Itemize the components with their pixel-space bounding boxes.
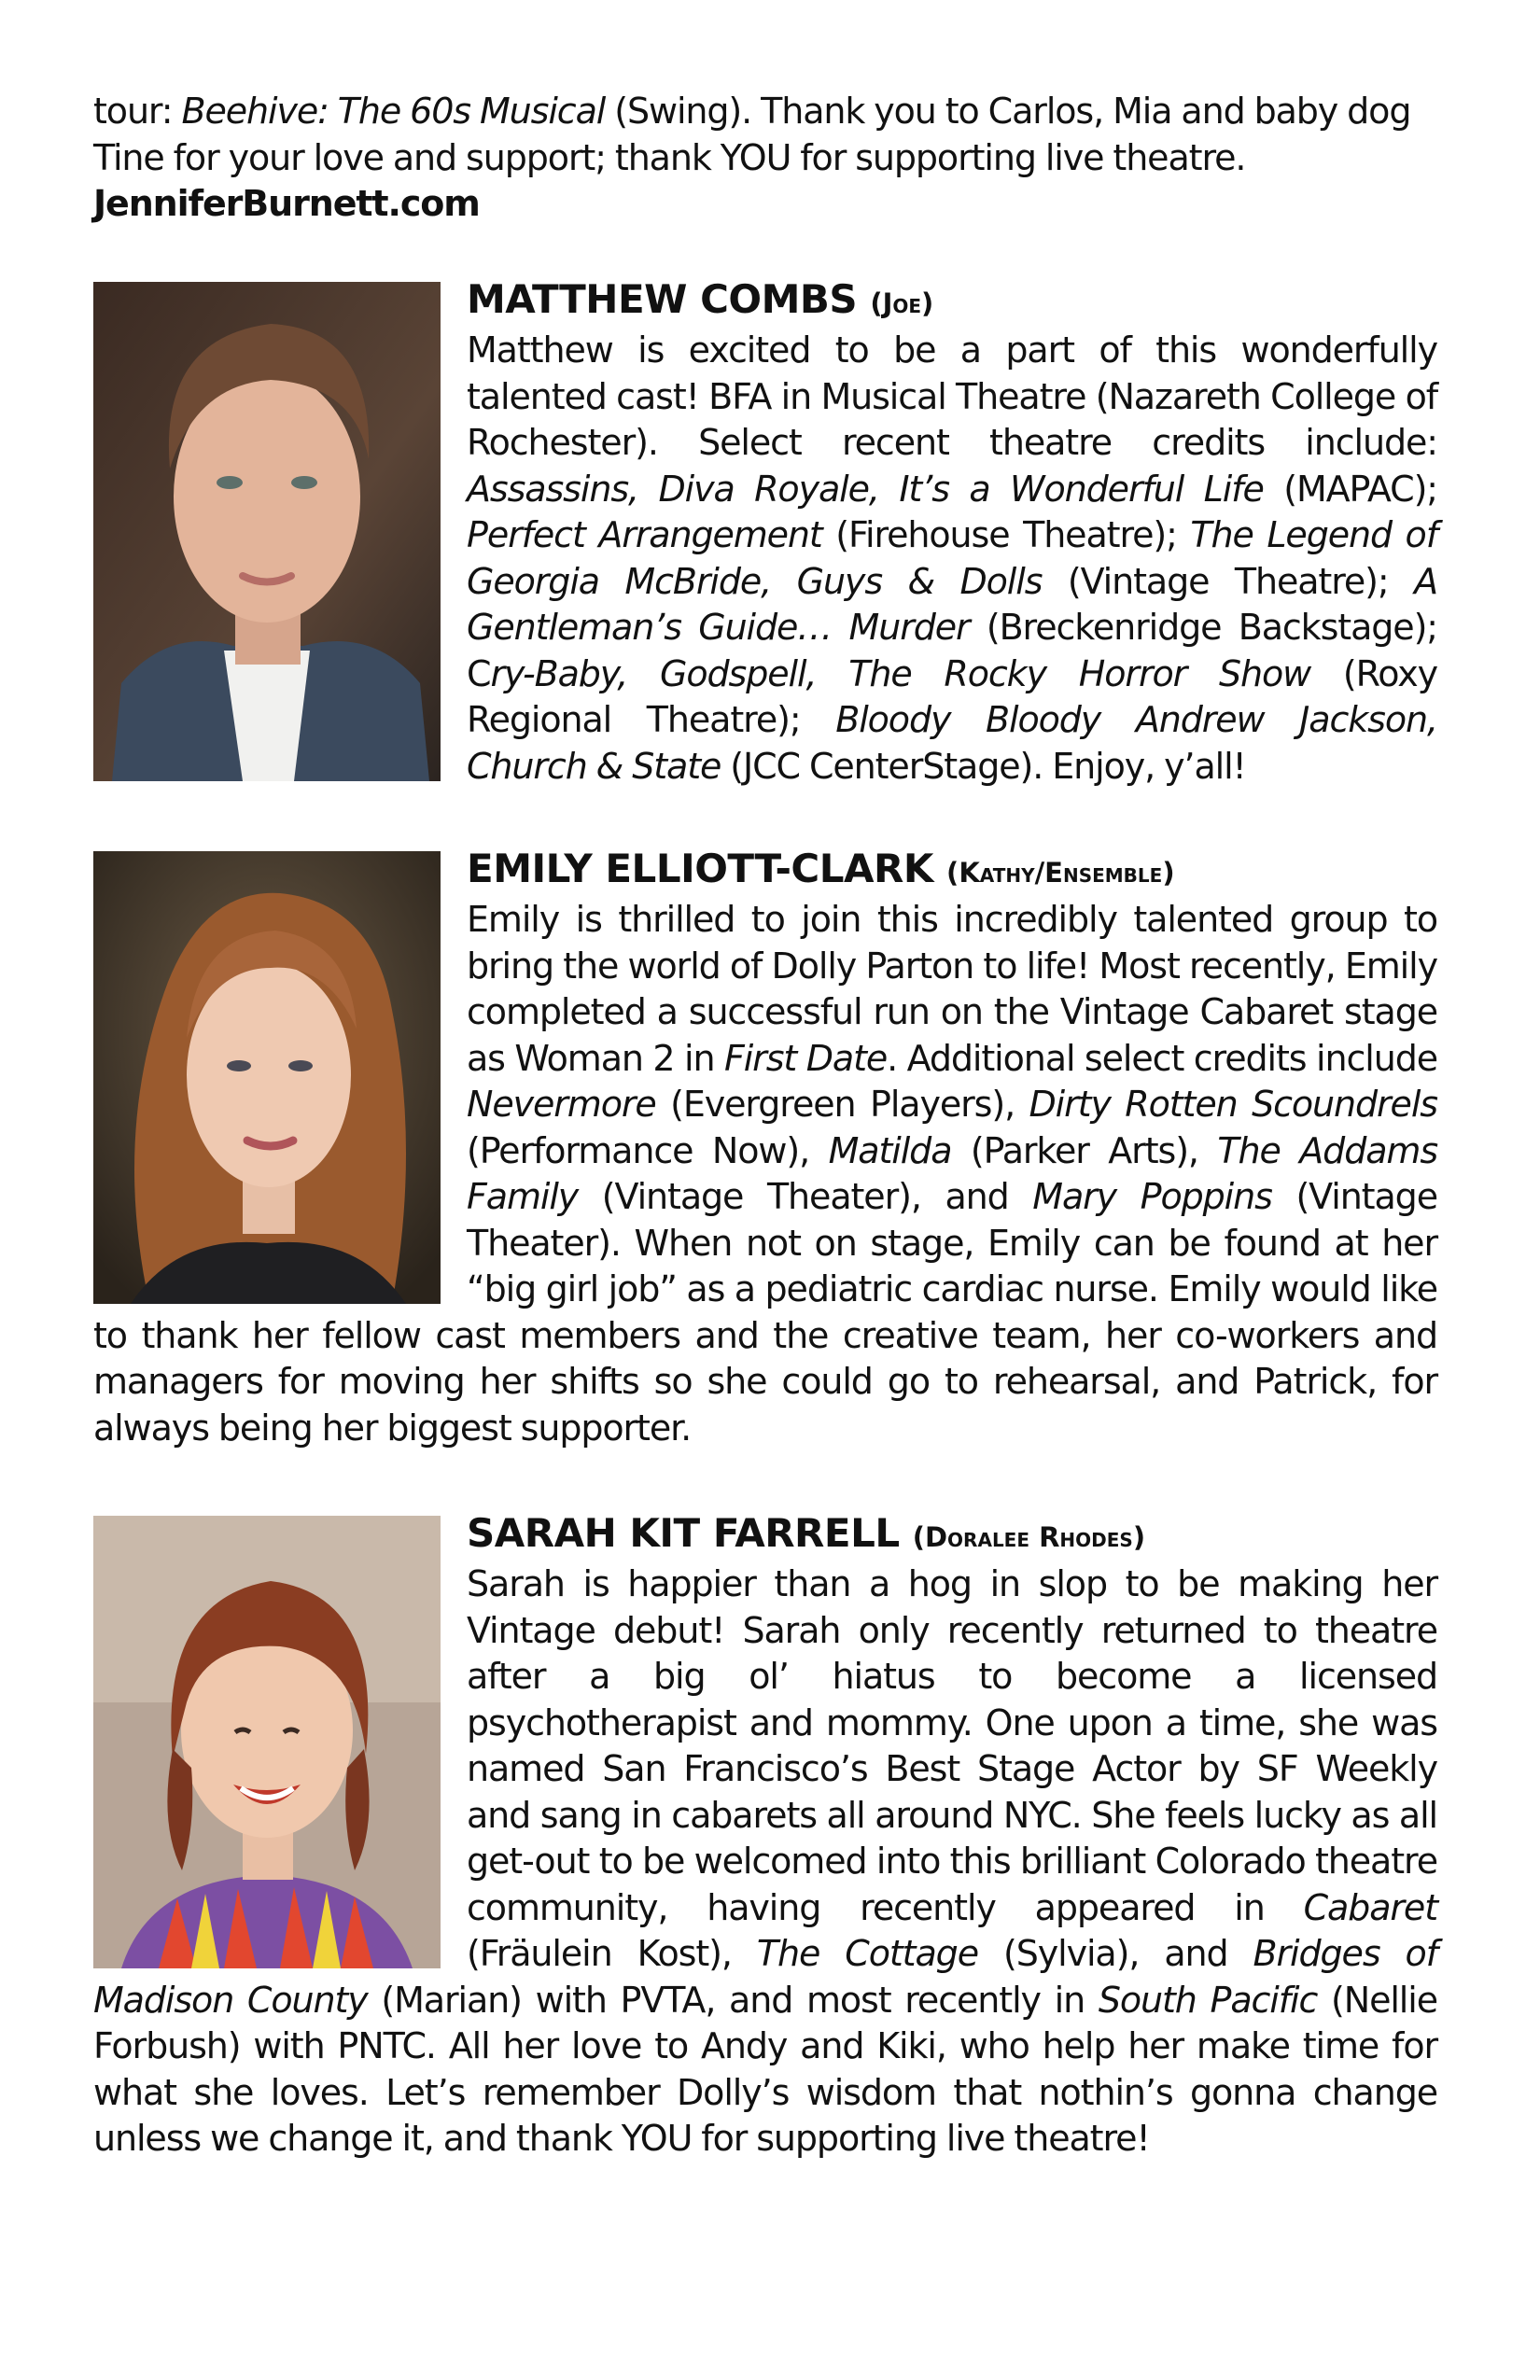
- italic-title: The Cottage: [756, 1933, 978, 1974]
- bio-sarah-kit-farrell: [93, 1509, 1437, 2163]
- bio-text-segment: (Roxy Regional Theatre);: [467, 652, 1437, 740]
- italic-title: Mary Poppins: [1032, 1176, 1272, 1217]
- role-label: (Doralee Rhodes): [912, 1521, 1146, 1553]
- role-label: (Kathy/Ensemble): [946, 857, 1175, 889]
- bio-text-segment: (Marian) with PVTA, and most recently in: [367, 1979, 1099, 2021]
- italic-title: The Addams Family: [467, 1129, 1438, 1217]
- italic-title: Perfect Arrangement: [467, 514, 822, 555]
- role-label: (Joe): [870, 287, 934, 319]
- bio-text-segment: (Parker Arts),: [951, 1129, 1218, 1171]
- italic-title: South Pacific: [1098, 1979, 1318, 2021]
- intro-paragraph: [93, 89, 1437, 228]
- bio-text-segment: (Evergreen Players),: [655, 1084, 1029, 1125]
- intro-text-1: tour:: [93, 91, 182, 132]
- italic-title: Dirty Rotten Scoundrels: [1029, 1084, 1437, 1125]
- italic-title: The Legend of Georgia McBride, Guys & Dolls: [467, 514, 1437, 602]
- italic-title: Cabaret: [1303, 1886, 1437, 1928]
- performer-name: EMILY ELLIOTT-CLARK (Kathy/Ensemble): [467, 846, 1175, 891]
- bio-text-segment: (Vintage Theater). When not on stage, Emily can be found at her “big girl job” as a pediatric cardiac nurse. Emily would like to thank her fellow cast members and the creative team, her co-workers and managers for moving her shifts so she could go to rehearsal, and Patrick, for always being her biggest supporter.: [93, 1176, 1437, 1449]
- performer-name: SARAH KIT FARRELL (Doralee Rhodes): [467, 1510, 1146, 1556]
- headshot-matthew-combs: [93, 282, 441, 781]
- bio-text-segment: (Vintage Theater), and: [578, 1176, 1033, 1217]
- performer-name: MATTHEW COMBS (Joe): [467, 276, 934, 322]
- headshot-sarah-kit-farrell: [93, 1516, 441, 1968]
- bio-text-segment: (Firehouse Theatre);: [821, 514, 1191, 555]
- italic-title: First Date: [723, 1037, 888, 1079]
- bio-text-segment: Emily is thrilled to join this incredibly talented group to bring the world of Dolly Parton to life! Most recently, Emily completed a successful run on the Vintage Cabaret stage as Woman 2 in: [467, 899, 1437, 1079]
- bio-emily-elliott-clark: [93, 845, 1437, 1451]
- italic-title: ry-Baby, Godspell, The Rocky Horror Show: [490, 652, 1311, 694]
- italic-title: Bridges of Madison County: [93, 1933, 1437, 2021]
- bio-text-segment: . Additional select credits include: [887, 1037, 1437, 1079]
- bio-text-segment: (Breckenridge Backstage); C: [467, 607, 1438, 694]
- bio-text-segment: Sarah is happier than a hog in slop to be making her Vintage debut! Sarah only recently returned to theatre after a big ol’ hiatus to become a licensed psychotherapist and mommy. One upon a time, she was named San Francisco’s Best Stage Actor by SF Weekly and sang in cabarets all around NYC. She feels lucky as all get-out to be welcomed into this brilliant Colorado theatre community, having recently appeared in: [467, 1563, 1437, 1928]
- italic-title: Assassins, Diva Royale, It’s a Wonderful Life: [467, 468, 1264, 510]
- intro-text-2: (Swing). Thank you to Carlos, Mia and baby dog Tine for your love and support; thank YOU for supporting live theatre.: [93, 91, 1411, 178]
- bio-text-segment: (JCC CenterStage). Enjoy, y’all!: [721, 745, 1246, 787]
- italic-title: Bloody Bloody Andrew Jackson, Church & State: [467, 699, 1437, 787]
- bio-text-segment: (Sylvia), and: [977, 1933, 1253, 1974]
- bio-text-segment: (Performance Now),: [467, 1129, 829, 1171]
- bio-matthew-combs: [93, 275, 1437, 790]
- bio-text-segment: Matthew is excited to be a part of this wonderfully talented cast! BFA in Musical Theatre (Nazareth College of Rochester). Select recent theatre credits include:: [467, 329, 1437, 463]
- bio-text-segment: (Fräulein Kost),: [467, 1933, 757, 1974]
- italic-title: A Gentleman’s Guide… Murder: [467, 560, 1437, 648]
- headshot-emily-elliott-clark: [93, 851, 441, 1304]
- bio-text-segment: (MAPAC);: [1263, 468, 1437, 510]
- bio-text-segment: (Nellie Forbush) with PNTC. All her love to Andy and Kiki, who help her make time for what she loves. Let’s remember Dolly’s wisdom that nothin’s gonna change unless we change it, and thank YOU for supporting live theatre!: [93, 1979, 1437, 2159]
- italic-title: Matilda: [828, 1129, 952, 1171]
- bio-text-segment: (Vintage Theatre);: [1042, 560, 1415, 602]
- website-link[interactable]: JenniferBurnett.com: [93, 183, 480, 224]
- intro-show-title: Beehive: The 60s Musical: [181, 91, 606, 132]
- italic-title: Nevermore: [467, 1084, 656, 1125]
